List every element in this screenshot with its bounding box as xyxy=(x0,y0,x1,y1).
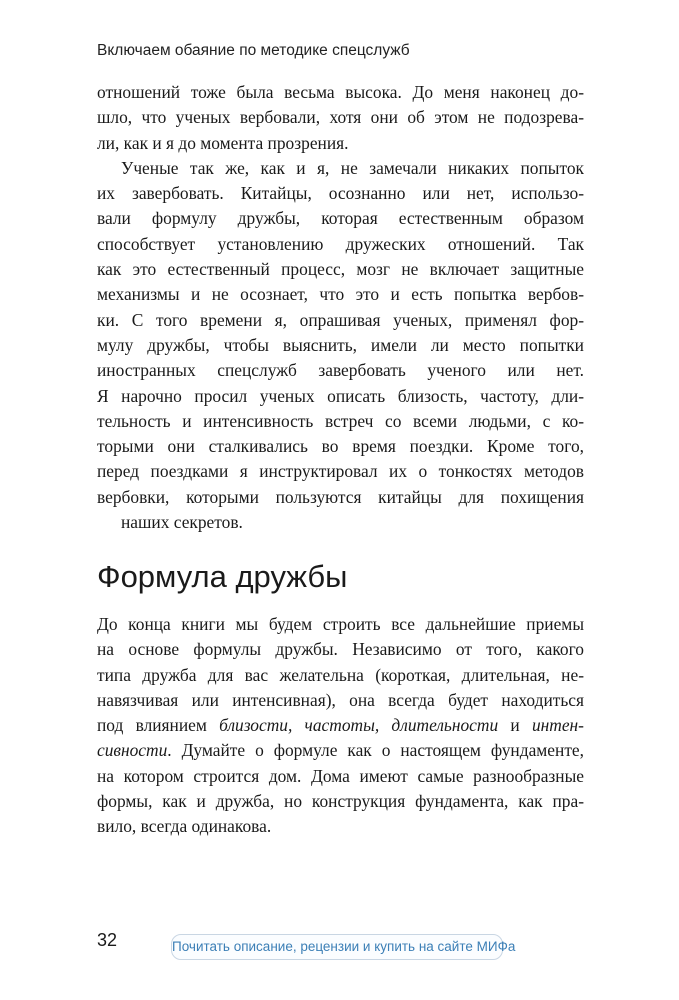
text-line: типа дружба для вас желательна (короткая, длительная, не- xyxy=(97,664,584,685)
text-run: . Думайте о формуле как о настоящем фундаменте, xyxy=(167,740,584,761)
text-line: иностранных спецслужб завербовать ученого или нет. xyxy=(97,360,584,381)
text-line: Я нарочно просил ученых описать близость, частоту, дли- xyxy=(97,385,584,406)
text-line: как это естественный процесс, мозг не включает защитные xyxy=(97,259,584,280)
text-line: на котором строится дом. Дома имеют самые разнообразные xyxy=(97,765,584,786)
body-text-bottom xyxy=(97,612,584,840)
text-run: и xyxy=(498,715,532,736)
text-line: вербовки, которыми пользуются китайцы для похищения xyxy=(97,486,584,507)
page-number: 32 xyxy=(97,930,118,950)
text-line: отношений тоже была весьма высока. До меня наконец до- xyxy=(97,82,584,102)
text-line: ки. С того времени я, опрашивая ученых, применял фор- xyxy=(97,309,584,330)
text-line: До конца книги мы будем строить все дальнейшие приемы xyxy=(97,614,584,634)
text-run: под влиянием xyxy=(97,715,220,736)
text-line: вило, всегда одинакова. xyxy=(97,816,272,837)
italic-term: сивности xyxy=(97,740,168,761)
shop-link-button[interactable]: Почитать описание, рецензии и купить на сайте МИФа xyxy=(171,934,503,960)
running-title: Включаем обаяние по методике спецслужб xyxy=(97,42,410,59)
italic-terms: близости, частоты, длительности xyxy=(219,715,499,736)
text-line: тельность и интенсивность встреч со всеми людьми, с ко- xyxy=(97,410,584,431)
text-line: формы, как и дружба, но конструкция фундамента, как пра- xyxy=(97,791,584,812)
italic-term: интен- xyxy=(531,715,584,736)
text-line-mixed xyxy=(97,713,584,738)
section-heading: Формула дружбы xyxy=(97,559,348,594)
body-text-top xyxy=(97,80,584,535)
text-line: на основе формулы дружбы. Независимо от того, какого xyxy=(97,639,584,660)
text-line-mixed xyxy=(97,738,584,763)
text-line: Ученые так же, как и я, не замечали никаких попыток xyxy=(121,157,584,178)
text-line: вали формулу дружбы, которая естественным образом xyxy=(97,208,584,229)
text-line: мулу дружбы, чтобы выяснить, имели ли место попытки xyxy=(97,334,584,355)
text-line: перед поездками я инструктировал их о тонкостях методов xyxy=(97,461,584,482)
text-line: навязчивая или интенсивная), она всегда будет находиться xyxy=(97,689,584,710)
text-line: ли, как и я до момента прозрения. xyxy=(97,132,349,153)
text-line: механизмы и не осознает, что это и есть попытка вербов- xyxy=(97,284,584,305)
text-line: их завербовать. Китайцы, осознанно или нет, использо- xyxy=(97,183,584,204)
text-line: шло, что ученых вербовали, хотя они об этом не подозрева- xyxy=(97,107,584,128)
text-line: способствует установлению дружеских отношений. Так xyxy=(97,233,584,254)
text-line: торыми они сталкивались во время поездки. Кроме того, xyxy=(97,436,584,457)
text-line: наших секретов. xyxy=(121,512,243,533)
